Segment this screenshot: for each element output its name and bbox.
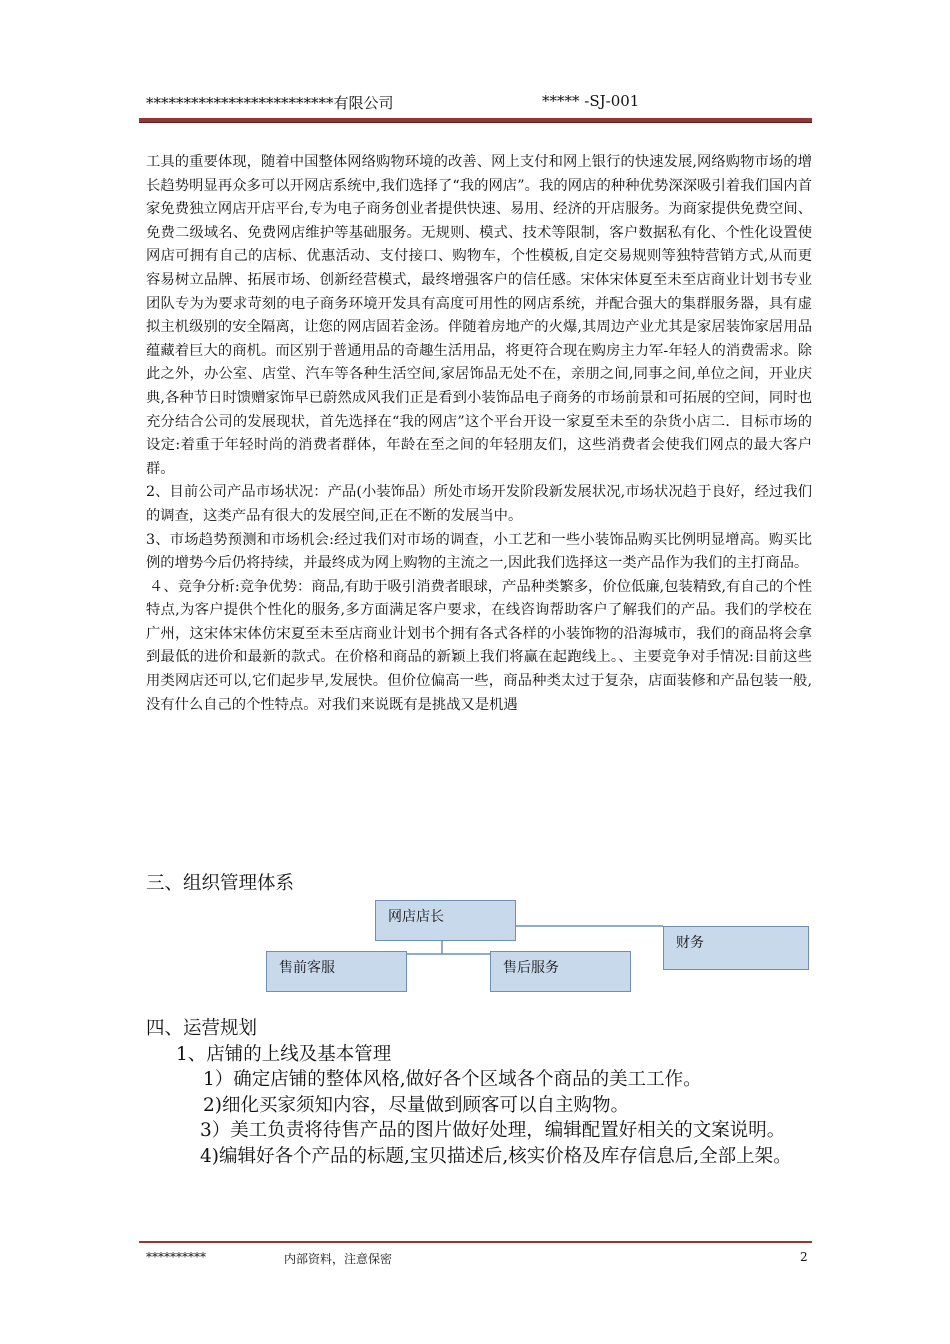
org-box-presales-label: 售前客服 xyxy=(279,960,335,976)
section-4-item-4: 4)编辑好各个产品的标题,宝贝描述后,核实价格及库存信息后,全部上架。 xyxy=(200,1145,792,1167)
paragraph-3: 3、市场趋势预测和市场机会:经过我们对市场的调查，小工艺和一些小装饰品购买比例明显增高。购买比例的增势今后仍将持续，并最终成为网上购物的主流之一,因此我们选择这一类产品作为我们的主打商品。 xyxy=(146,531,812,572)
page-number: 2 xyxy=(800,1250,808,1264)
section-4-item-1: 1）确定店铺的整体风格,做好各个区域各个商品的美工工作。 xyxy=(203,1069,702,1090)
footer-rule xyxy=(139,1241,812,1243)
org-box-aftersales-label: 售后服务 xyxy=(503,960,559,976)
paragraph-1: 工具的重要体现，随着中国整体网络购物环境的改善、网上支付和网上银行的快速发展,网络购物市场的增长趋势明显再众多可以开网店系统中,我们选择了“我的网店”。我的网店的种种优势深深吸引着我们国内首家免费独立网店开店平台,专为电子商务创业者提供快速、易用、经济的开店服务。为商家提供免费空间、免费二级域名、免费网店维护等基础服务。无规则、模式、技术等限制，客户数据私有化、个性化设置使网店可拥有自己的店标、优惠活动、支付接口、购物车，个性模板,自定交易规则等独特营销方式,从而更容易树立品牌、拓展市场、创新经营模式，最终增强客户的信任感。宋体宋体夏至未至店商业计划书专业团队专为为要求苛刻的电子商务环境开发具有高度可用性的网店系统，并配合强大的集群服务器，具有虚拟主机级别的安全隔离，让您的网店固若金汤。伴随着房地产的火爆,其周边产业尤其是家居装饰家居用品蕴藏着巨大的商机。而区别于普通用品的奇趣生活用品，将更符合现在购房主力军-年轻人的消费需求。除此之外，办公室、店堂、汽车等各种生活空间,家居饰品无处不在，亲朋之间,同事之间,单位之间，开业庆典,各种节日时馈赠家饰早已蔚然成风我们正是看到小装饰品电子商务的市场前景和可拓展的空间，同时也充分结合公司的发展现状，首先选择在“我的网店”这个平台开设一家夏至未至的杂货小店二．目标市场的设定:着重于年轻时尚的消费者群体，年龄在至之间的年轻朋友们，这些消费者会使我们网点的最大客户群。 xyxy=(146,154,812,477)
org-box-presales xyxy=(266,951,407,992)
paragraph-2: 2、目前公司产品市场状况：产品(小装饰品）所处市场开发阶段新发展状况,市场状况趋于良好，经过我们的调查，这类产品有很大的发展空间,正在不断的发展当中。 xyxy=(146,484,812,524)
footer-left: ********** xyxy=(146,1250,206,1264)
footer-confidential: 内部资料，注意保密 xyxy=(284,1252,393,1266)
paragraph-4: ４、竞争分析:竞争优势：商品,有助于吸引消费者眼球，产品种类繁多，价位低廉,包装精致,有自己的个性特点,为客户提供个性化的服务,多方面满足客户要求，在线咨询帮助客户了解我们的产品。我们的学校在广州，这宋体宋体仿宋夏至未至店商业计划书个拥有各式各样的小装饰物的沿海城市，我们的商品将会拿到最低的进价和最新的款式。在价格和商品的新颖上我们将赢在起跑线上。、主要竞争对手情况:目前这些用类网店还可以,它们起步早,发展快。但价位偏高一些，商品种类太过于复杂，店面装修和产品包装一般,没有什么自己的个性特点。对我们来说既有是挑战又是机遇 xyxy=(146,578,812,713)
section-3-title: 三、组织管理体系 xyxy=(146,873,295,894)
section-4-title: 四、运营规划 xyxy=(146,1018,258,1039)
org-box-finance-label: 财务 xyxy=(676,935,704,951)
header-rule xyxy=(139,118,812,123)
section-4-item-2: 2)细化买家须知内容，尽量做到顾客可以自主购物。 xyxy=(203,1094,629,1116)
org-box-manager-label: 网店店长 xyxy=(388,909,444,925)
page-header xyxy=(146,92,810,114)
header-company: *************************有限公司 xyxy=(146,94,394,112)
org-box-manager xyxy=(375,900,516,941)
header-doc-number: ***** -SJ-001 xyxy=(542,92,640,110)
org-box-finance xyxy=(663,926,809,970)
section-4 xyxy=(146,1016,812,1169)
org-box-aftersales xyxy=(490,951,631,992)
body-text xyxy=(146,151,812,717)
section-4-item-3: 3）美工负责将待售产品的图片做好处理，编辑配置好相关的文案说明。 xyxy=(200,1120,786,1141)
section-4-subheading: 1、店铺的上线及基本管理 xyxy=(176,1043,392,1065)
